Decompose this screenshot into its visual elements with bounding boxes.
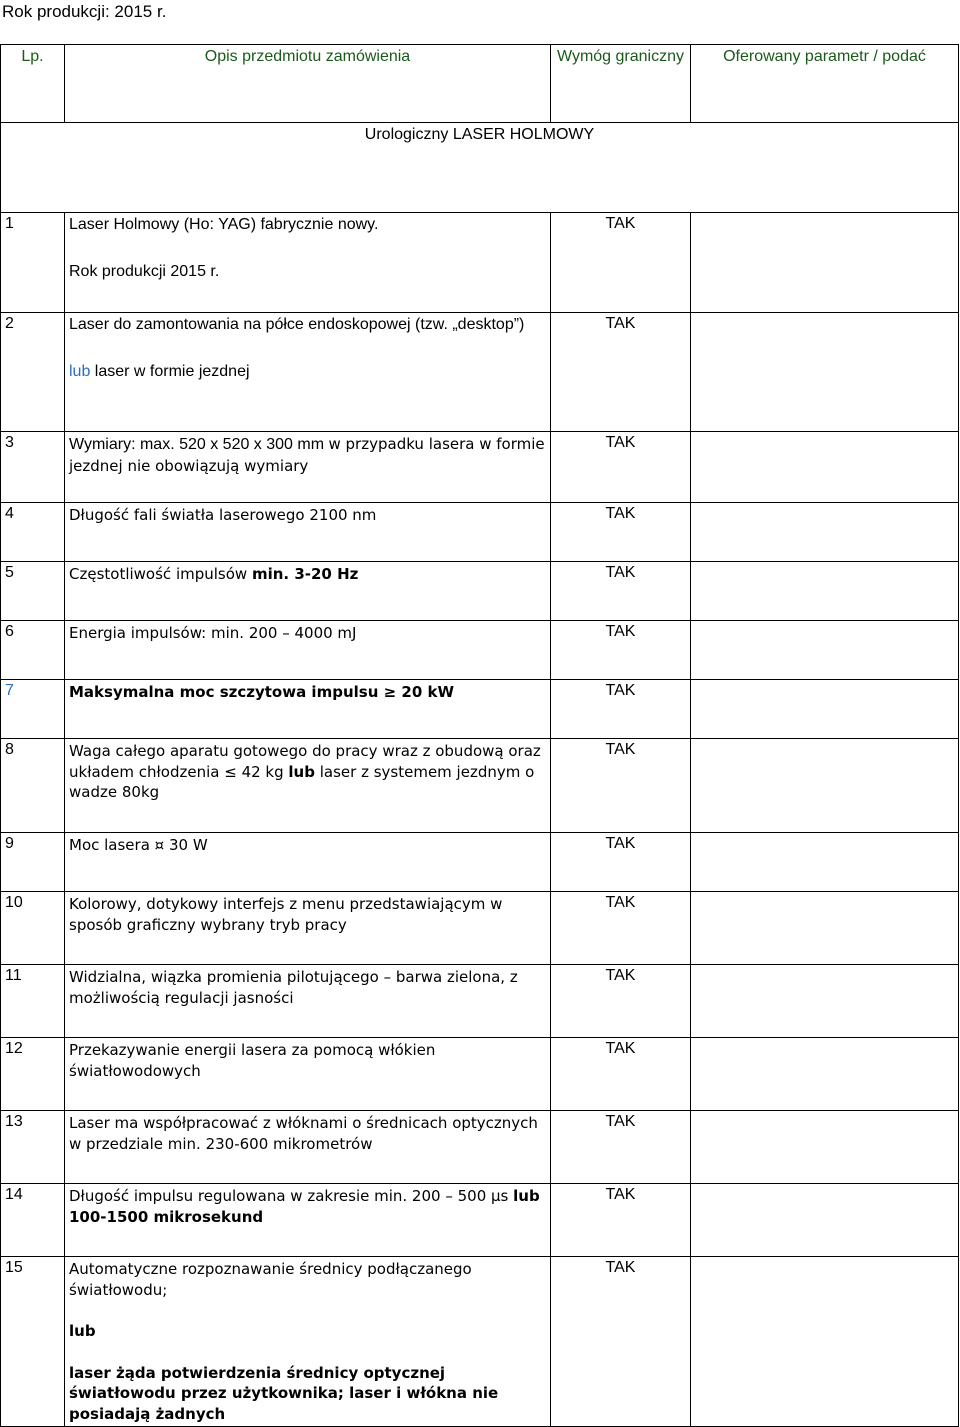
requirement-value: TAK [551,503,691,562]
description-text-bold: lub [288,762,315,781]
row-number: 15 [1,1257,65,1427]
description-text: Długość impulsu regulowana w zakresie min. 200 – 500 μs [69,1187,514,1205]
row-number: 6 [1,621,65,680]
description-text: Kolorowy, dotykowy interfejs z menu przedstawiającym w sposób graficzny wybrany tryb pracy [69,895,503,934]
section-title: Urologiczny LASER HOLMOWY [1,123,959,213]
requirement-value: TAK [551,313,691,432]
row-description [65,833,551,892]
requirement-value: TAK [551,739,691,833]
description-text: Automatyczne rozpoznawanie średnicy podłączanego światłowodu; [69,1260,472,1299]
section-row [1,123,959,213]
table-row [1,739,959,833]
offered-parameter-cell [691,1257,959,1427]
row-description [65,313,551,432]
offered-parameter-cell [691,965,959,1038]
table-row [1,503,959,562]
table-row [1,213,959,313]
offered-parameter-cell [691,680,959,739]
table-row [1,562,959,621]
offered-parameter-cell [691,1184,959,1257]
description-text-bold: lub 100-1500 mikrosekund [69,1187,540,1226]
row-number: 14 [1,1184,65,1257]
row-description [65,1257,551,1427]
requirement-value: TAK [551,680,691,739]
description-text: Laser Holmowy (Ho: YAG) fabrycznie nowy. [69,216,379,233]
row-number: 2 [1,313,65,432]
table-row [1,1038,959,1111]
offered-parameter-cell [691,313,959,432]
description-text: Moc lasera ¤ 30 W [69,836,208,854]
offered-parameter-cell [691,892,959,965]
description-text: Wymiary: max. 520 x 520 x 300 mm [69,436,329,453]
offered-parameter-cell [691,562,959,621]
row-number: 1 [1,213,65,313]
table-row [1,313,959,432]
description-text: Przekazywanie energii lasera za pomocą włókien światłowodowych [69,1041,436,1080]
row-description [65,621,551,680]
requirement-value: TAK [551,1111,691,1184]
table-row [1,1257,959,1427]
row-description [65,213,551,313]
requirement-value: TAK [551,621,691,680]
description-text: Widzialna, wiązka promienia pilotującego – barwa zielona, z możliwością regulacji jasności [69,968,518,1007]
header-lp: Lp. [1,45,65,123]
requirement-value: TAK [551,965,691,1038]
row-description [65,503,551,562]
row-number: 4 [1,503,65,562]
description-text-bold: Maksymalna moc szczytowa impulsu ≥ 20 kW [69,683,454,701]
table-row [1,1111,959,1184]
specification-table [0,44,959,1427]
description-text: Częstotliwość impulsów [69,565,252,583]
description-text: laser w formie jezdnej [90,362,250,380]
offered-parameter-cell [691,833,959,892]
description-text: laser z systemem jezdnym o wadze 80kg [69,762,535,801]
offered-parameter-cell [691,621,959,680]
row-description [65,680,551,739]
header-oferowany: Oferowany parametr / podać [691,45,959,123]
row-description [65,562,551,621]
description-text: Waga całego aparatu gotowego do pracy wraz z obudową oraz układem chłodzenia ≤ 42 kg [69,742,541,781]
requirement-value: TAK [551,432,691,503]
offered-parameter-cell [691,213,959,313]
row-number: 3 [1,432,65,503]
row-description [65,432,551,503]
table-row [1,680,959,739]
requirement-value: TAK [551,1257,691,1427]
row-description [65,1038,551,1111]
table-row [1,432,959,503]
table-row [1,1184,959,1257]
table-row [1,892,959,965]
row-number: 11 [1,965,65,1038]
description-text-bold: w przypadku lasera w formie jezdnej nie obowiązują wymiary [69,435,545,475]
header-opis: Opis przedmiotu zamówienia [65,45,551,123]
table-row [1,965,959,1038]
description-text-bold: lub [69,1322,96,1340]
row-number: 5 [1,562,65,621]
description-text: Laser ma współpracować z włóknami o średnicach optycznych w przedziale min. 230-600 mikrometrów [69,1114,538,1153]
description-text: Energia impulsów: min. 200 – 4000 mJ [69,624,357,642]
row-description [65,965,551,1038]
requirement-value: TAK [551,1184,691,1257]
row-number: 13 [1,1111,65,1184]
description-text: Laser do zamontowania na półce endoskopowej (tzw. „desktop”) [69,316,525,333]
header-wymog: Wymóg graniczny [551,45,691,123]
requirement-value: TAK [551,833,691,892]
offered-parameter-cell [691,432,959,503]
table-row [1,621,959,680]
row-number: 10 [1,892,65,965]
offered-parameter-cell [691,1111,959,1184]
requirement-value: TAK [551,892,691,965]
row-number: 7 [1,680,65,739]
offered-parameter-cell [691,503,959,562]
table-row [1,833,959,892]
description-text: Rok produkcji 2015 r. [69,262,220,280]
offered-parameter-cell [691,739,959,833]
requirement-value: TAK [551,213,691,313]
requirement-value: TAK [551,562,691,621]
offered-parameter-cell [691,1038,959,1111]
row-description [65,739,551,833]
row-number: 8 [1,739,65,833]
row-description [65,1111,551,1184]
requirement-value: TAK [551,1038,691,1111]
description-text: Długość fali światła laserowego 2100 nm [69,506,377,524]
description-text-bold: min. 3-20 Hz [251,565,359,583]
row-description [65,1184,551,1257]
row-number: 9 [1,833,65,892]
description-text-bold: laser żąda potwierdzenia średnicy optycznej światłowodu przez użytkownika; laser i włókna nie posiadają żadnych [69,1363,499,1423]
page-heading: Rok produkcji: 2015 r. [2,2,167,21]
row-number: 12 [1,1038,65,1111]
table-header-row [1,45,959,123]
description-lub: lub [69,362,91,380]
row-description [65,892,551,965]
